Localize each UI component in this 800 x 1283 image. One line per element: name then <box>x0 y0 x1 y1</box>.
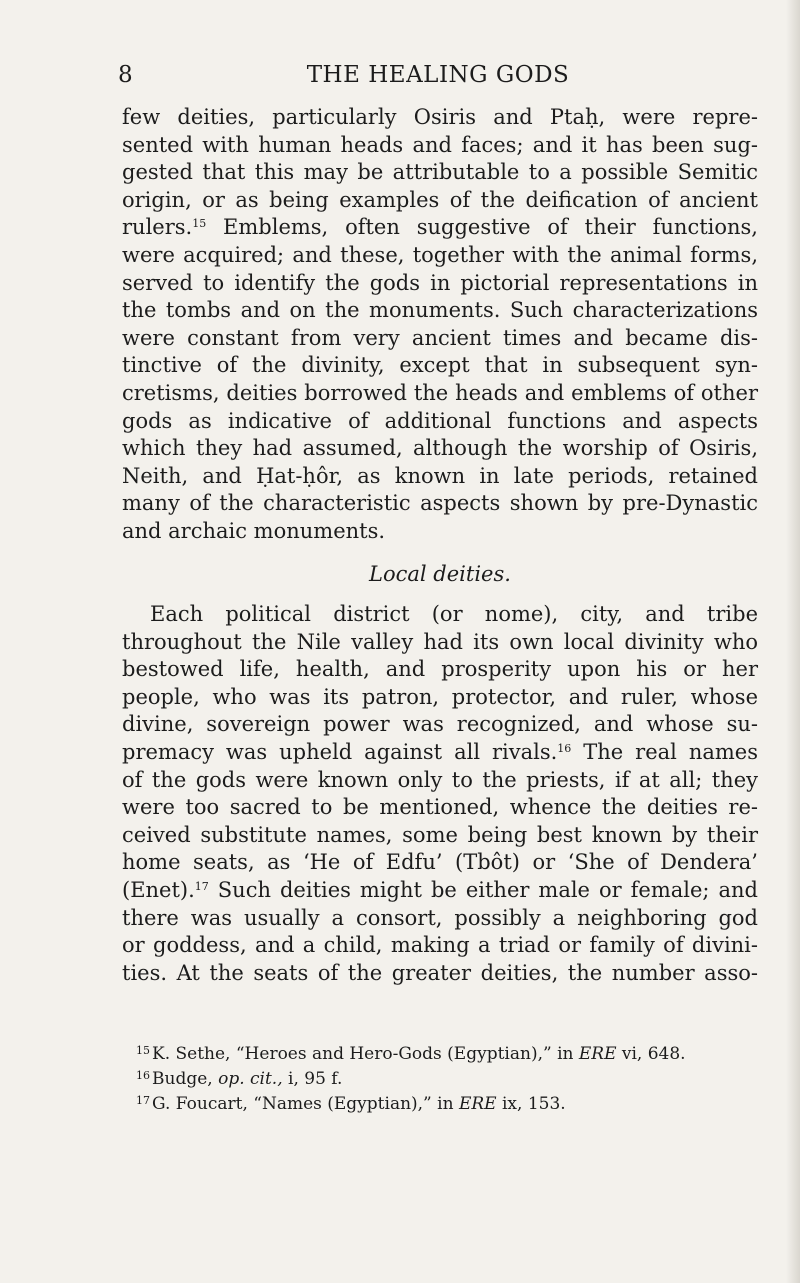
text-line: and archaic monuments. <box>122 518 386 543</box>
page-edge-shadow <box>786 0 800 1283</box>
footnote-number: 17 <box>136 1094 150 1107</box>
running-title: THE HEALING GODS <box>306 62 570 88</box>
text-line: divine, sovereign power was recognized, and whose su- <box>122 712 758 737</box>
text-line: there was usually a consort, possibly a neighboring god <box>122 905 758 930</box>
text-line: bestowed life, health, and prosperity upon his or her <box>122 657 758 682</box>
text-line: Neith, and Ḥat-ḥôr, as known in late periods, retained <box>122 463 758 488</box>
body-text <box>122 104 758 987</box>
page-number: 8 <box>118 62 133 88</box>
page-header <box>118 62 758 92</box>
text-line: Each political district (or nome), city, and tribe <box>150 602 758 627</box>
section-heading: Local deities. <box>369 561 511 586</box>
footnote: $^{16}$ Budge, op. cit., i, 95 f. <box>136 1069 343 1089</box>
text-line: rulers.$^{15}$ Emblems, often suggestive of their functions, <box>122 215 758 240</box>
text-line: few deities, particularly Osiris and Ptaḥ, were repre- <box>122 105 758 129</box>
text-line: were acquired; and these, together with the animal forms, <box>122 242 758 267</box>
footnotes <box>122 1042 758 1117</box>
text-line: sented with human heads and faces; and it has been sug- <box>122 132 758 157</box>
text-line: were too sacred to be mentioned, whence the deities re- <box>122 795 758 820</box>
text-line: which they had assumed, although the worship of Osiris, <box>122 436 758 461</box>
text-line: (Enet).$^{17}$ Such deities might be either male or female; and <box>122 878 758 903</box>
text-line: home seats, as ‘He of Edfu’ (Tbôt) or ‘She of Dendera’ <box>122 850 758 875</box>
text-line: gods as indicative of additional functions and aspects <box>122 408 758 433</box>
footnote-ref: 15 <box>192 217 207 231</box>
text-line: cretisms, deities borrowed the heads and emblems of other <box>122 380 758 405</box>
text-line: many of the characteristic aspects shown by pre-Dynastic <box>122 491 758 516</box>
text-line: tinctive of the divinity, except that in subsequent syn- <box>122 353 758 378</box>
footnote-ref: 16 <box>557 742 572 756</box>
paragraph-1 <box>122 104 758 546</box>
text-line: or goddess, and a child, making a triad or family of divini- <box>122 933 758 958</box>
text-line: ceived substitute names, some being best known by their <box>122 822 758 847</box>
text-line: origin, or as being examples of the deification of ancient <box>122 187 758 212</box>
text-line: ties. At the seats of the greater deities, the number asso- <box>122 960 758 985</box>
footnote: $^{15}$ K. Sethe, “Heroes and Hero-Gods (Egyptian),” in ERE vi, 648. <box>136 1044 686 1064</box>
footnote-number: 16 <box>136 1069 150 1082</box>
footnote-number: 15 <box>136 1044 150 1057</box>
text-line: premacy was upheld against all rivals.$^{16}$ The real names <box>122 740 758 765</box>
paragraph-2 <box>122 601 758 987</box>
text-line: the tombs and on the monuments. Such characterizations <box>122 298 758 323</box>
footnote: $^{17}$ G. Foucart, “Names (Egyptian),” in ERE ix, 153. <box>136 1094 566 1114</box>
footnote-ref: 17 <box>194 880 209 894</box>
text-line: served to identify the gods in pictorial representations in <box>122 270 758 295</box>
text-line: people, who was its patron, protector, and ruler, whose <box>122 684 758 709</box>
text-line: throughout the Nile valley had its own local divinity who <box>122 629 758 654</box>
text-line: gested that this may be attributable to a possible Semitic <box>122 160 758 185</box>
text-line: were constant from very ancient times and became dis- <box>122 325 758 350</box>
text-line: of the gods were known only to the priests, if at all; they <box>122 767 758 792</box>
